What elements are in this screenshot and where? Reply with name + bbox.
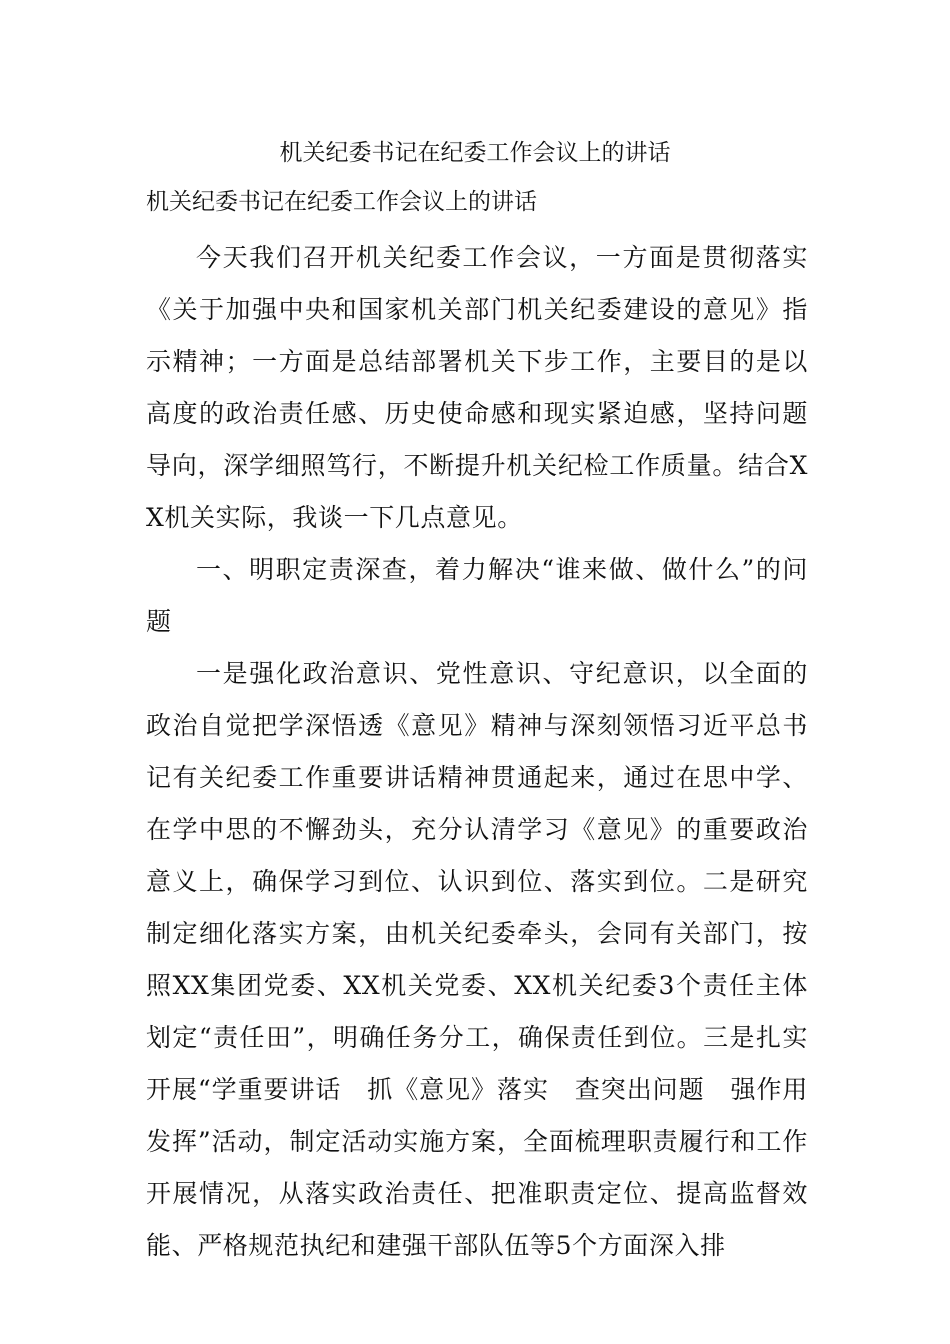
paragraph-section-1: 一是强化政治意识、党性意识、守纪意识，以全面的政治自觉把学深悟透《意见》精神与深刻领悟习近平总书记有关纪委工作重要讲话精神贯通起来，通过在思中学、在学中思的不懈劲头，充分认清学习《意见》的重要政治意义上，确保学习到位、认识到位、落实到位。二是研究制定细化落实方案，由机关纪委牵头，会同有关部门，按照XX集团党委、XX机关党委、XX机关纪委3个责任主体划定“责任田”，明确任务分工，确保责任到位。三是扎实开展“学重要讲话 抓《意见》落实 查突出问题 强作用发挥”活动，制定活动实施方案，全面梳理职责履行和工作开展情况，从落实政治责任、把准职责定位、提高监督效能、严格规范执纪和建强干部队伍等5个方面深入排 — [146, 659, 808, 1260]
document-body — [146, 232, 808, 1272]
paragraph-intro: 今天我们召开机关纪委工作会议，一方面是贯彻落实《关于加强中央和国家机关部门机关纪委建设的意见》指示精神；一方面是总结部署机关下步工作，主要目的是以高度的政治责任感、历史使命感和现实紧迫感，坚持问题导向，深学细照笃行，不断提升机关纪检工作质量。结合XX机关实际，我谈一下几点意见。 — [146, 243, 808, 532]
document-title: 机关纪委书记在纪委工作会议上的讲话 — [279, 140, 671, 166]
section-heading-1: 一、明职定责深查，着力解决“谁来做、做什么”的问题 — [146, 555, 808, 636]
document-subtitle: 机关纪委书记在纪委工作会议上的讲话 — [146, 189, 537, 215]
